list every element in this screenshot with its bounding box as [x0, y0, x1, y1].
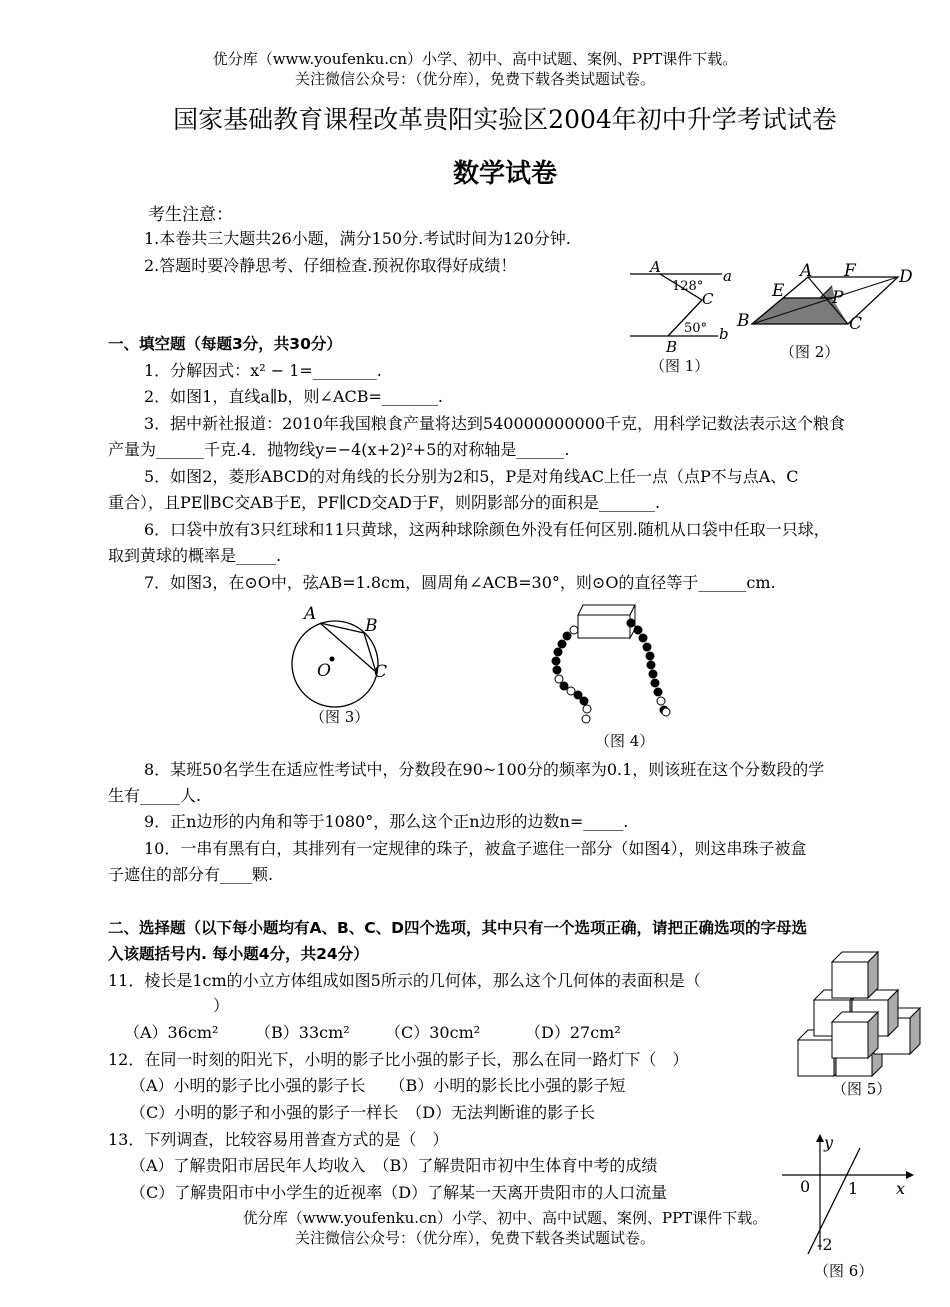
- fig1-label-b: b: [719, 325, 729, 343]
- fig6-minus-two: -2: [817, 1235, 833, 1254]
- q12-options-cd: （C）小明的影子和小强的影子一样长 （D）无法判断谁的影子长: [130, 1103, 596, 1122]
- fig6-x: x: [896, 1179, 906, 1198]
- q5-line2: 重合），且PE∥BC交AB于E，PF∥CD交AD于F，则阴影部分的面积是_______.: [108, 493, 661, 512]
- exam-subtitle: 数学试卷: [452, 159, 557, 189]
- exam-title: 国家基础教育课程改革贵阳实验区2004年初中升学考试试卷: [173, 105, 837, 134]
- figure-2: [730, 256, 930, 366]
- notice-2: 2.答题时要冷静思考、仔细检查.预祝你取得好成绩！: [144, 256, 517, 275]
- header-line-2: 关注微信公众号：（优分库），免费下载各类试题试卷。: [294, 70, 655, 88]
- q2: 2．如图1，直线a∥b，则∠ACB=_______.: [144, 387, 443, 406]
- q13-options-ab: （A）了解贵阳市居民年人均收入 （B）了解贵阳市初中生体育中考的成绩: [130, 1156, 658, 1175]
- q13: 13．下列调查，比较容易用普查方式的是（ ）: [108, 1130, 449, 1149]
- fig3-caption: （图 3）: [310, 708, 370, 726]
- fig1-label-a: a: [723, 267, 732, 285]
- fig2-D: D: [899, 267, 913, 287]
- q10-line1: 10．一串有黑有白，其排列有一定规律的珠子，被盒子遮住一部分（如图4），则这串珠子被盒: [144, 839, 807, 858]
- q6-line2: 取到黄球的概率是_____.: [108, 546, 282, 565]
- q11-option-c: （C）30cm²: [385, 1023, 481, 1042]
- figure-4: [545, 600, 685, 755]
- section2-heading-line2: 入该题括号内. 每小题4分，共24分）: [108, 945, 369, 963]
- fig2-caption: （图 2）: [780, 343, 840, 361]
- fig1-angle-bottom: 50°: [684, 321, 708, 336]
- q8-line1: 8．某班50名学生在适应性考试中，分数段在90~100分的频率为0.1，则该班在这个分数段的学: [144, 760, 825, 779]
- q10-line2: 子遮住的部分有____颗.: [108, 865, 274, 884]
- q11-option-a: （A）36cm²: [124, 1023, 219, 1042]
- q6-line1: 6．口袋中放有3只红球和11只黄球，这两种球除颜色外没有任何区别.随机从口袋中任取一只球，: [144, 520, 830, 539]
- footer-line-1: 优分库（www.youfenku.cn）小学、初中、高中试题、案例、PPT课件下载。: [242, 1209, 768, 1227]
- q5-line1: 5．如图2，菱形ABCD的对角线的长分别为2和5，P是对角线AC上任一点（点P不与点A、C: [144, 467, 799, 486]
- figure-5: [792, 940, 922, 1100]
- figure-3: [280, 600, 390, 730]
- q11-option-d: （D）27cm²: [525, 1023, 621, 1042]
- fig3-B: B: [365, 616, 378, 636]
- q13-options-cd: （C）了解贵阳市中小学生的近视率（D）了解某一天离开贵阳市的人口流量: [130, 1183, 668, 1202]
- fig3-C: C: [374, 662, 388, 682]
- section1-heading: 一、填空题（每题3分，共30分）: [108, 335, 342, 353]
- fig3-A: A: [304, 604, 317, 624]
- q12: 12．在同一时刻的阳光下，小明的影子比小强的影子长，那么在同一路灯下（ ）: [108, 1050, 689, 1069]
- fig2-C: C: [849, 314, 863, 334]
- q8-line2: 生有_____人.: [108, 786, 202, 805]
- q1: 1．分解因式：x² − 1=________.: [144, 361, 382, 380]
- q11-option-b: （B）33cm²: [255, 1023, 350, 1042]
- q9: 9．正n边形的内角和等于1080°，那么这个正n边形的边数n=_____.: [144, 812, 629, 831]
- notice-heading: 考生注意：: [148, 205, 233, 225]
- header-line-1: 优分库（www.youfenku.cn）小学、初中、高中试题、案例、PPT课件下载。: [212, 50, 738, 68]
- figure-1: [620, 256, 740, 376]
- fig5-caption: （图 5）: [832, 1080, 892, 1098]
- fig4-caption: （图 4）: [595, 732, 655, 750]
- fig6-origin: 0: [800, 1177, 811, 1196]
- fig2-B: B: [737, 311, 750, 331]
- q11-line2: ）: [213, 996, 230, 1015]
- fig2-F: F: [844, 261, 856, 281]
- fig1-label-B: B: [666, 338, 678, 356]
- footer-line-2: 关注微信公众号：（优分库），免费下载各类试题试卷。: [294, 1229, 655, 1247]
- section2-heading-line1: 二、选择题（以下每小题均有A、B、C、D四个选项，其中只有一个选项正确，请把正确选项的字母选: [108, 919, 808, 937]
- fig1-angle-top: 128°: [672, 279, 704, 294]
- q3-line1: 3．据中新社报道：2010年我国粮食产量将达到540000000000千克，用科学记数法表示这个粮食: [144, 414, 846, 433]
- notice-1: 1.本卷共三大题共26小题，满分150分.考试时间为120分钟.: [144, 229, 571, 248]
- fig6-caption: （图 6）: [814, 1262, 874, 1280]
- fig2-E: E: [772, 281, 785, 301]
- q7: 7．如图3，在⊙O中，弦AB=1.8cm，圆周角∠ACB=30°，则⊙O的直径等于______cm.: [144, 573, 776, 592]
- fig6-y: y: [824, 1133, 834, 1152]
- q3-line2: 产量为______千克.4．抛物线y=−4(x+2)²+5的对称轴是______.: [108, 440, 570, 459]
- fig3-O: O: [317, 661, 331, 681]
- fig1-caption: （图 1）: [650, 357, 710, 375]
- fig1-label-C: C: [702, 290, 714, 308]
- fig2-P: P: [832, 288, 844, 308]
- fig6-one: 1: [848, 1179, 859, 1198]
- fig1-label-A: A: [650, 258, 661, 276]
- q12-options-ab: （A）小明的影子比小强的影子长 （B）小明的影长比小强的影子短: [130, 1076, 626, 1095]
- q11-line1: 11．棱长是1cm的小立方体组成如图5所示的几何体，那么这个几何体的表面积是（: [108, 971, 701, 990]
- fig2-A: A: [800, 261, 813, 281]
